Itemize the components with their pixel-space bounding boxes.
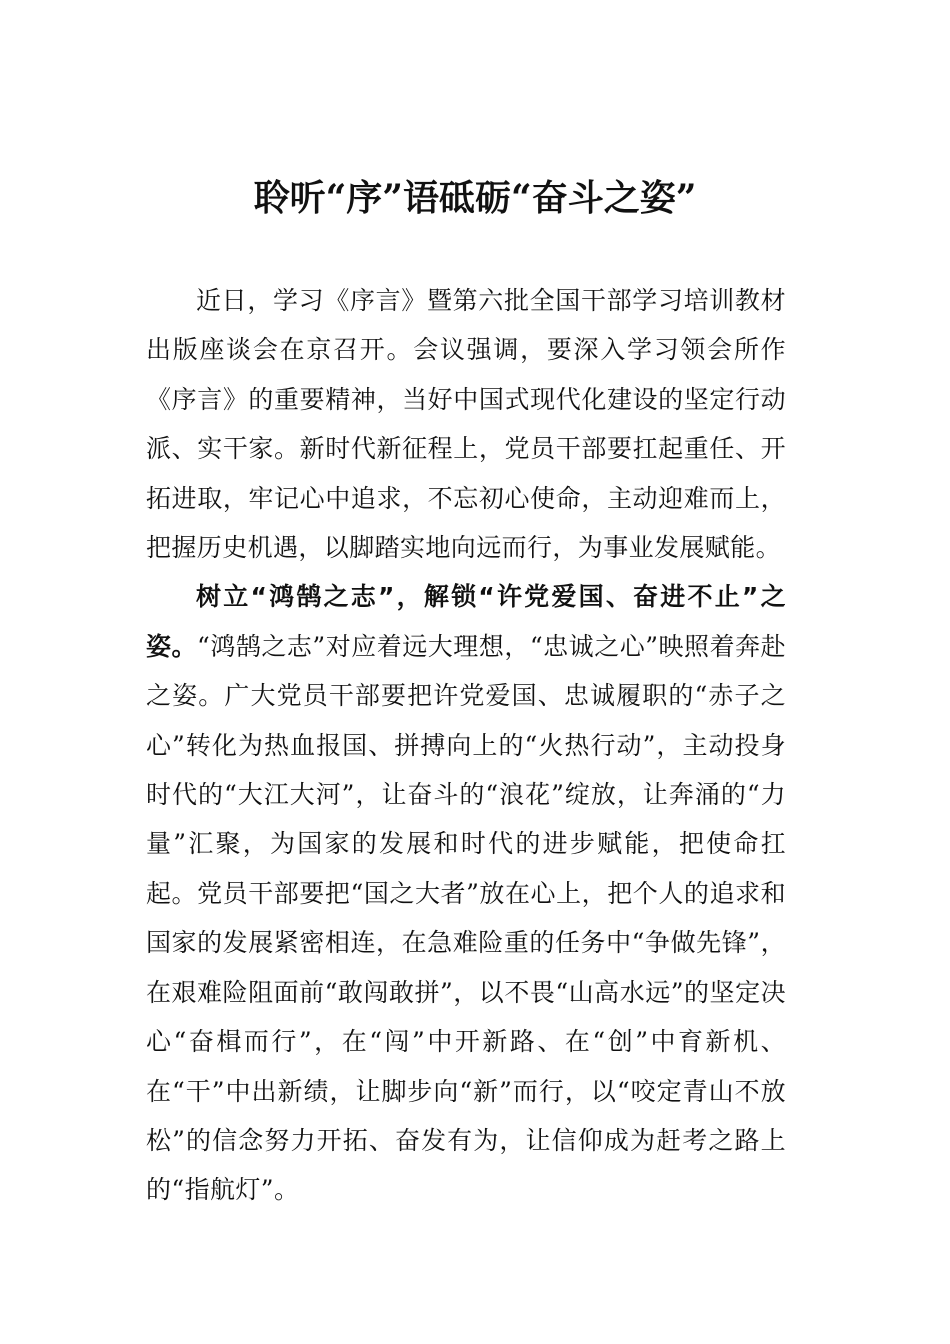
document-title: 聆听“序”语砥砺“奋斗之姿” <box>253 177 697 219</box>
paragraph-intro <box>146 276 786 572</box>
paragraph-lead: 树立“鸿鹄之志”，解锁“许党爱国、奋进不止”之姿。 <box>146 582 786 661</box>
paragraph-text: “鸿鹄之志”对应着远大理想，“忠诚之心”映照着奔赴之姿。广大党员干部要把许党爱国、忠诚履职的“赤子之心”转化为热血报国、拼搏向上的“火热行动”，主动投身时代的“大江大河”，让奋斗的“浪花”绽放，让奔涌的“力量”汇聚，为国家的发展和时代的进步赋能，把使命扛起。党员干部要把“国之大者”放在心上，把个人的追求和国家的发展紧密相连，在急难险重的任务中“争做先锋”，在艰难险阻面前“敢闯敢拼”，以不畏“山高水远”的坚定决心“奋楫而行”，在“闯”中开新路、在“创”中育新机、在“干”中出新绩，让脚步向“新”而行，以“咬定青山不放松”的信念努力开拓、奋发有为，让信仰成为赶考之路上的“指航灯”。 <box>146 631 786 1205</box>
paragraph-section-1 <box>146 572 786 1214</box>
document-body <box>146 276 786 1215</box>
paragraph-text: 近日，学习《序言》暨第六批全国干部学习培训教材出版座谈会在京召开。会议强调，要深入学习领会所作《序言》的重要精神，当好中国式现代化建设的坚定行动派、实干家。新时代新征程上，党员干部要扛起重任、开拓进取，牢记心中追求，不忘初心使命，主动迎难而上，把握历史机遇，以脚踏实地向远而行，为事业发展赋能。 <box>146 286 786 563</box>
